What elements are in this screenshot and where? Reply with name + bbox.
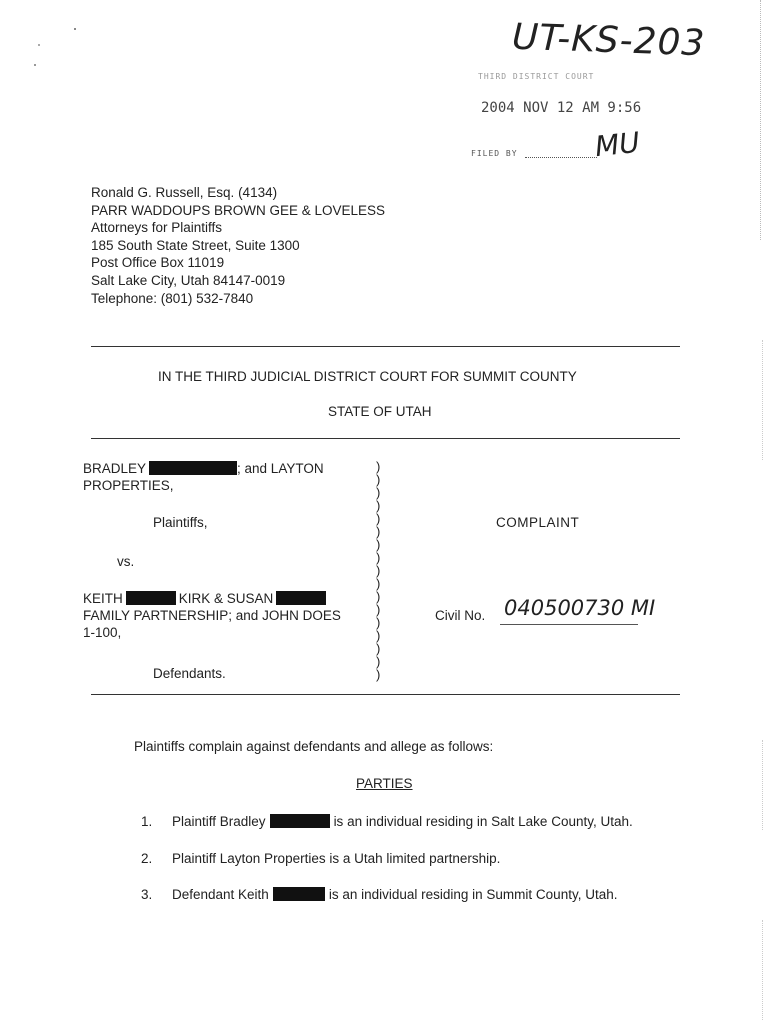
caption-paren: ) <box>376 485 381 500</box>
paragraph-1 <box>141 814 633 829</box>
caption-paren: ) <box>376 550 381 565</box>
plaintiffs-label: Plaintiffs, <box>153 515 208 530</box>
versus: vs. <box>117 554 135 569</box>
scan-edge-mark <box>762 920 763 1020</box>
caption-paren: ) <box>376 459 381 474</box>
scan-speck <box>38 44 40 46</box>
paragraph-number: 2. <box>141 851 153 866</box>
paragraph-text: Plaintiff Bradley <box>172 814 266 829</box>
stamp-filed-by-line <box>525 157 597 158</box>
attorney-line: Telephone: (801) 532-7840 <box>91 290 254 306</box>
caption-paren: ) <box>376 511 381 526</box>
court-state: STATE OF UTAH <box>328 404 432 419</box>
paragraph-number: 1. <box>141 814 153 829</box>
redaction-bar <box>126 591 176 605</box>
attorney-line: Post Office Box 11019 <box>91 255 225 271</box>
caption-paren: ) <box>376 654 381 669</box>
caption-paren: ) <box>376 563 381 578</box>
paragraph-text: is an individual residing in Summit County, Utah. <box>328 887 618 902</box>
caption-paren: ) <box>376 602 381 617</box>
attorney-block <box>91 184 385 307</box>
stamp-filed-date: 2004 NOV 12 AM 9:56 <box>481 100 642 116</box>
redaction-bar <box>273 887 325 901</box>
attorney-line: Salt Lake City, Utah 84147-0019 <box>91 272 286 288</box>
redaction-bar <box>149 461 237 475</box>
defendant-line3: 1-100, <box>83 625 122 640</box>
redaction-bar <box>276 591 326 605</box>
civil-no-handwritten: 040500730 MI <box>504 596 656 620</box>
plaintiff-line2: PROPERTIES, <box>83 478 174 493</box>
paragraph-2 <box>141 851 500 866</box>
caption-bottom-rule <box>91 694 680 695</box>
attorney-line: Ronald G. Russell, Esq. (4134) <box>91 185 278 200</box>
stamp-court-line: THIRD DISTRICT COURT <box>478 72 595 81</box>
plaintiff-second-part: ; and LAYTON <box>237 461 324 476</box>
caption-paren: ) <box>376 667 381 682</box>
caption-paren: ) <box>376 628 381 643</box>
paragraph-number: 3. <box>141 887 153 902</box>
plaintiff-first-name: BRADLEY <box>83 461 147 476</box>
scan-edge-mark <box>760 0 761 240</box>
defendant-line2: FAMILY PARTNERSHIP; and JOHN DOES <box>83 608 341 623</box>
filed-by-initials: MU <box>593 125 642 164</box>
caption-paren: ) <box>376 615 381 630</box>
paragraph-text: is an individual residing in Salt Lake County, Utah. <box>333 814 633 829</box>
caption-paren: ) <box>376 576 381 591</box>
attorney-line: 185 South State Street, Suite 1300 <box>91 237 300 253</box>
caption-paren: ) <box>376 537 381 552</box>
attorney-line: PARR WADDOUPS BROWN GEE & LOVELESS <box>91 202 386 218</box>
paragraph-text: Defendant Keith <box>172 887 269 902</box>
civil-no-underline <box>500 624 638 625</box>
stamp-filed-by-label: FILED BY <box>471 149 518 158</box>
defendants-label: Defendants. <box>153 666 226 681</box>
scan-speck <box>34 64 36 66</box>
section-heading: PARTIES <box>356 776 413 791</box>
scan-speck <box>74 28 76 30</box>
caption-paren: ) <box>376 498 381 513</box>
scan-edge-mark <box>762 740 763 830</box>
paragraph-3 <box>141 887 617 902</box>
attorney-line: Attorneys for Plaintiffs <box>91 220 223 236</box>
intro-text: Plaintiffs complain against defendants and allege as follows: <box>134 739 494 754</box>
caption-paren: ) <box>376 641 381 656</box>
caption-paren: ) <box>376 472 381 487</box>
plaintiffs-names <box>83 460 324 494</box>
case-code-handwritten: UT-KS-203 <box>511 16 707 65</box>
caption-paren-column <box>376 460 380 681</box>
caption-top-rule <box>91 438 680 439</box>
paragraph-text: Plaintiff Layton Properties is a Utah limited partnership. <box>172 851 501 866</box>
caption-paren: ) <box>376 589 381 604</box>
caption-paren: ) <box>376 524 381 539</box>
scan-edge-mark <box>762 340 763 460</box>
defendant-second-part: KIRK & SUSAN <box>178 591 274 606</box>
separator-rule <box>91 346 680 347</box>
document-title: COMPLAINT <box>496 515 580 530</box>
civil-no-label: Civil No. <box>435 608 486 623</box>
defendants-names <box>83 590 341 641</box>
defendant-first-name: KEITH <box>83 591 123 606</box>
redaction-bar <box>270 814 330 828</box>
court-name: IN THE THIRD JUDICIAL DISTRICT COURT FOR SUMMIT COUNTY <box>158 369 577 384</box>
